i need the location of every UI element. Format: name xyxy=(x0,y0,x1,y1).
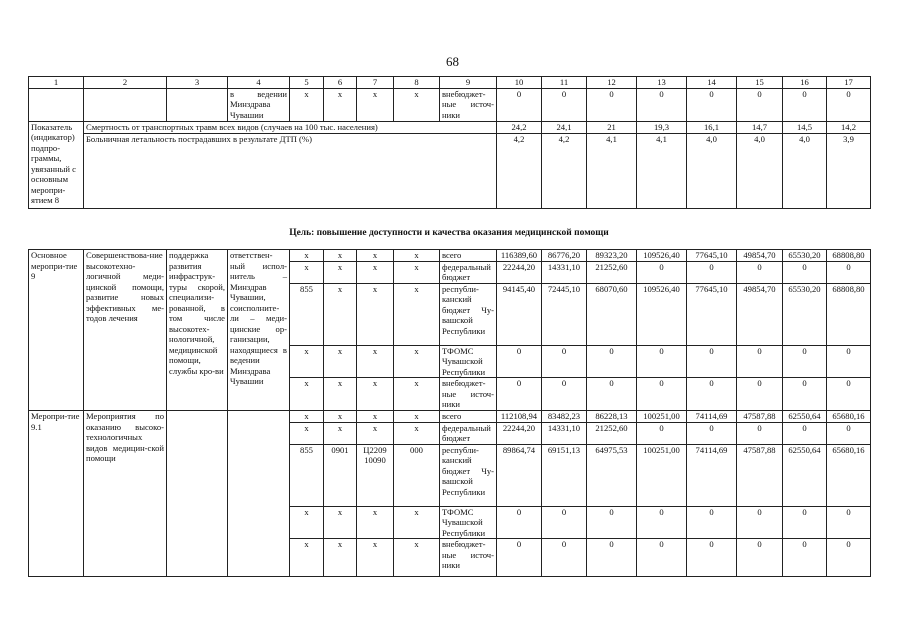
col-number: 7 xyxy=(357,77,394,89)
value-cell: 62550,64 xyxy=(783,411,827,423)
value-cell: 68070,60 xyxy=(587,283,637,345)
funding-source: всего xyxy=(440,411,497,423)
code-cell: x xyxy=(394,345,440,378)
value-cell: 0 xyxy=(827,422,871,444)
table-row xyxy=(29,250,871,262)
code-cell: x xyxy=(357,88,394,121)
code-cell: x xyxy=(357,345,394,378)
value-cell: 0 xyxy=(827,261,871,283)
value-cell: 0 xyxy=(783,88,827,121)
value-cell: 0 xyxy=(737,539,783,577)
code-cell: x xyxy=(394,261,440,283)
col-number: 3 xyxy=(167,77,228,89)
value-cell: 14,7 xyxy=(737,121,783,133)
column-number-row xyxy=(29,77,871,89)
value-cell: 22244,20 xyxy=(497,261,542,283)
value-cell: 62550,64 xyxy=(783,444,827,506)
executor-cell xyxy=(228,411,290,577)
value-cell: 0 xyxy=(687,261,737,283)
code-cell: x xyxy=(324,345,357,378)
indicator-text: Смертность от транспортных травм всех видов (случаев на 100 тыс. населения) xyxy=(84,121,497,133)
funding-source: республи-канский бюджет Чу-вашской Республики xyxy=(440,444,497,506)
code-cell: x xyxy=(324,506,357,539)
value-cell: 0 xyxy=(687,506,737,539)
value-cell: 0 xyxy=(687,539,737,577)
code-cell: x xyxy=(290,378,324,411)
col-number: 14 xyxy=(687,77,737,89)
value-cell: 4,0 xyxy=(737,133,783,208)
col-number: 5 xyxy=(290,77,324,89)
value-cell: 65680,16 xyxy=(827,411,871,423)
executor-cell: в ведении Минздрава Чувашии xyxy=(228,88,290,121)
value-cell: 100251,00 xyxy=(637,411,687,423)
indicator-text: Больничная летальность пострадавших в результате ДТП (%) xyxy=(84,133,497,208)
value-cell: 24,1 xyxy=(542,121,587,133)
value-cell: 4,1 xyxy=(587,133,637,208)
code-cell: x xyxy=(290,539,324,577)
value-cell: 0 xyxy=(497,506,542,539)
value-cell: 0 xyxy=(542,506,587,539)
funding-source: внебюджет-ные источ-ники xyxy=(440,88,497,121)
value-cell: 68808,80 xyxy=(827,283,871,345)
col-number: 4 xyxy=(228,77,290,89)
code-cell: x xyxy=(290,506,324,539)
value-cell: 77645,10 xyxy=(687,250,737,262)
code-cell: x xyxy=(324,411,357,423)
code-cell: x xyxy=(357,261,394,283)
code-cell: Ц2209 10090 xyxy=(357,444,394,506)
value-cell: 47587,88 xyxy=(737,444,783,506)
event-name: Основное меропри-тие 9 xyxy=(29,250,84,411)
value-cell: 86228,13 xyxy=(587,411,637,423)
code-cell: x xyxy=(357,539,394,577)
indicator-row xyxy=(29,133,871,208)
col-number: 9 xyxy=(440,77,497,89)
code-cell: x xyxy=(394,378,440,411)
value-cell: 14,2 xyxy=(827,121,871,133)
event-9-1-block xyxy=(29,411,871,577)
value-cell: 0 xyxy=(542,378,587,411)
code-cell: 855 xyxy=(290,283,324,345)
value-cell: 0 xyxy=(737,422,783,444)
code-cell: x xyxy=(324,250,357,262)
value-cell: 74114,69 xyxy=(687,444,737,506)
col-number: 17 xyxy=(827,77,871,89)
event-9-block xyxy=(29,250,871,411)
value-cell: 16,1 xyxy=(687,121,737,133)
value-cell: 49854,70 xyxy=(737,283,783,345)
col-number: 1 xyxy=(29,77,84,89)
col-number: 6 xyxy=(324,77,357,89)
value-cell: 49854,70 xyxy=(737,250,783,262)
value-cell: 0 xyxy=(497,88,542,121)
page-number: 68 xyxy=(446,54,459,69)
indicator-label: Показатель (индикатор) подпро-граммы, увязанный с основным меропри-ятием 8 xyxy=(29,121,84,208)
value-cell: 89323,20 xyxy=(587,250,637,262)
code-cell: x xyxy=(290,250,324,262)
value-cell: 0 xyxy=(827,378,871,411)
value-cell: 109526,40 xyxy=(637,283,687,345)
code-cell: 855 xyxy=(290,444,324,506)
event-description: Совершенствова-ние высокотехно-логичной меди-цинской помощи, развитие новых эффективных ме-тодов лечения xyxy=(84,250,167,411)
col-number: 11 xyxy=(542,77,587,89)
value-cell: 100251,00 xyxy=(637,444,687,506)
value-cell: 68808,80 xyxy=(827,250,871,262)
col-number: 8 xyxy=(394,77,440,89)
event-goal: поддержка развития инфраструк-туры скорой, специализи-рованной, в том числе высокотех-нологичной, медицинской помощи, службы кро-ви xyxy=(167,250,228,411)
value-cell: 0 xyxy=(827,88,871,121)
budget-table-events xyxy=(28,249,871,577)
col-number: 10 xyxy=(497,77,542,89)
col-number: 15 xyxy=(737,77,783,89)
value-cell: 0 xyxy=(542,345,587,378)
value-cell: 89864,74 xyxy=(497,444,542,506)
value-cell: 0 xyxy=(497,378,542,411)
code-cell: x xyxy=(290,411,324,423)
value-cell: 0 xyxy=(737,378,783,411)
value-cell: 0 xyxy=(497,345,542,378)
value-cell: 0 xyxy=(587,539,637,577)
value-cell: 109526,40 xyxy=(637,250,687,262)
value-cell: 65680,16 xyxy=(827,444,871,506)
value-cell: 0 xyxy=(542,88,587,121)
code-cell: x xyxy=(394,539,440,577)
value-cell: 14331,10 xyxy=(542,422,587,444)
value-cell: 0 xyxy=(637,539,687,577)
code-cell: 000 xyxy=(394,444,440,506)
budget-table-top xyxy=(28,76,871,209)
table-row xyxy=(29,88,871,121)
funding-source: внебюджет-ные источ-ники xyxy=(440,539,497,577)
col-number: 13 xyxy=(637,77,687,89)
value-cell: 0 xyxy=(637,261,687,283)
value-cell: 65530,20 xyxy=(783,283,827,345)
funding-source: всего xyxy=(440,250,497,262)
code-cell: x xyxy=(394,283,440,345)
value-cell: 0 xyxy=(737,506,783,539)
code-cell: x xyxy=(324,88,357,121)
value-cell: 4,2 xyxy=(542,133,587,208)
value-cell: 77645,10 xyxy=(687,283,737,345)
code-cell: x xyxy=(394,411,440,423)
code-cell: x xyxy=(290,261,324,283)
value-cell: 22244,20 xyxy=(497,422,542,444)
event-name: Меропри-тие 9.1 xyxy=(29,411,84,577)
value-cell: 65530,20 xyxy=(783,250,827,262)
value-cell: 72445,10 xyxy=(542,283,587,345)
value-cell: 0 xyxy=(827,345,871,378)
value-cell: 0 xyxy=(827,506,871,539)
value-cell: 64975,53 xyxy=(587,444,637,506)
value-cell: 69151,13 xyxy=(542,444,587,506)
value-cell: 0 xyxy=(587,378,637,411)
value-cell: 0 xyxy=(687,345,737,378)
col-number: 12 xyxy=(587,77,637,89)
event-goal xyxy=(167,411,228,577)
executor-cell: ответствен-ный испол-нитель – Минздрав Чувашии, соисполните-ли – меди-цинские ор-ганизации, находящиеся в ведении Минздрава Чувашии xyxy=(228,250,290,411)
value-cell: 3,9 xyxy=(827,133,871,208)
value-cell: 0 xyxy=(587,88,637,121)
code-cell: x xyxy=(357,506,394,539)
code-cell: x xyxy=(324,283,357,345)
funding-source: федеральный бюджет xyxy=(440,261,497,283)
funding-source: республи-канский бюджет Чу-вашской Республики xyxy=(440,283,497,345)
code-cell: x xyxy=(357,378,394,411)
value-cell: 14,5 xyxy=(783,121,827,133)
indicator-row xyxy=(29,121,871,133)
value-cell: 0 xyxy=(783,422,827,444)
value-cell: 4,1 xyxy=(637,133,687,208)
code-cell: x xyxy=(324,378,357,411)
value-cell: 0 xyxy=(542,539,587,577)
code-cell: x xyxy=(394,422,440,444)
code-cell: x xyxy=(394,250,440,262)
col-number: 2 xyxy=(84,77,167,89)
code-cell: x xyxy=(357,411,394,423)
code-cell: x xyxy=(394,506,440,539)
value-cell: 21 xyxy=(587,121,637,133)
value-cell: 0 xyxy=(687,422,737,444)
value-cell: 0 xyxy=(637,378,687,411)
col-number: 16 xyxy=(783,77,827,89)
code-cell: x xyxy=(357,283,394,345)
value-cell: 0 xyxy=(783,378,827,411)
code-cell: x xyxy=(357,422,394,444)
funding-source: ТФОМС Чувашской Республики xyxy=(440,345,497,378)
value-cell: 112108,94 xyxy=(497,411,542,423)
code-cell: 0901 xyxy=(324,444,357,506)
value-cell: 0 xyxy=(737,261,783,283)
funding-source: федеральный бюджет xyxy=(440,422,497,444)
code-cell: x xyxy=(324,539,357,577)
value-cell: 21252,60 xyxy=(587,422,637,444)
value-cell: 24,2 xyxy=(497,121,542,133)
value-cell: 19,3 xyxy=(637,121,687,133)
code-cell: x xyxy=(290,345,324,378)
value-cell: 86776,20 xyxy=(542,250,587,262)
value-cell: 0 xyxy=(687,88,737,121)
value-cell: 0 xyxy=(783,261,827,283)
event-description: Мероприятия по оказанию высоко-технологичных видов медицин-ской помощи xyxy=(84,411,167,577)
value-cell: 47587,88 xyxy=(737,411,783,423)
value-cell: 0 xyxy=(783,539,827,577)
funding-source: внебюджет-ные источ-ники xyxy=(440,378,497,411)
value-cell: 0 xyxy=(737,88,783,121)
code-cell: x xyxy=(394,88,440,121)
table-row xyxy=(29,411,871,423)
value-cell: 94145,40 xyxy=(497,283,542,345)
value-cell: 0 xyxy=(687,378,737,411)
value-cell: 0 xyxy=(637,88,687,121)
value-cell: 4,0 xyxy=(687,133,737,208)
value-cell: 74114,69 xyxy=(687,411,737,423)
value-cell: 0 xyxy=(783,345,827,378)
code-cell: x xyxy=(324,261,357,283)
code-cell: x xyxy=(357,250,394,262)
value-cell: 0 xyxy=(587,506,637,539)
goal-title: Цель: повышение доступности и качества оказания медицинской помощи xyxy=(289,228,609,238)
value-cell: 4,2 xyxy=(497,133,542,208)
value-cell: 0 xyxy=(587,345,637,378)
code-cell: x xyxy=(324,422,357,444)
value-cell: 83482,23 xyxy=(542,411,587,423)
code-cell: x xyxy=(290,88,324,121)
value-cell: 116389,60 xyxy=(497,250,542,262)
value-cell: 0 xyxy=(637,506,687,539)
value-cell: 0 xyxy=(783,506,827,539)
value-cell: 0 xyxy=(497,539,542,577)
value-cell: 0 xyxy=(827,539,871,577)
value-cell: 21252,60 xyxy=(587,261,637,283)
funding-source: ТФОМС Чувашской Республики xyxy=(440,506,497,539)
value-cell: 0 xyxy=(637,422,687,444)
value-cell: 14331,10 xyxy=(542,261,587,283)
value-cell: 0 xyxy=(737,345,783,378)
value-cell: 4,0 xyxy=(783,133,827,208)
code-cell: x xyxy=(290,422,324,444)
value-cell: 0 xyxy=(637,345,687,378)
